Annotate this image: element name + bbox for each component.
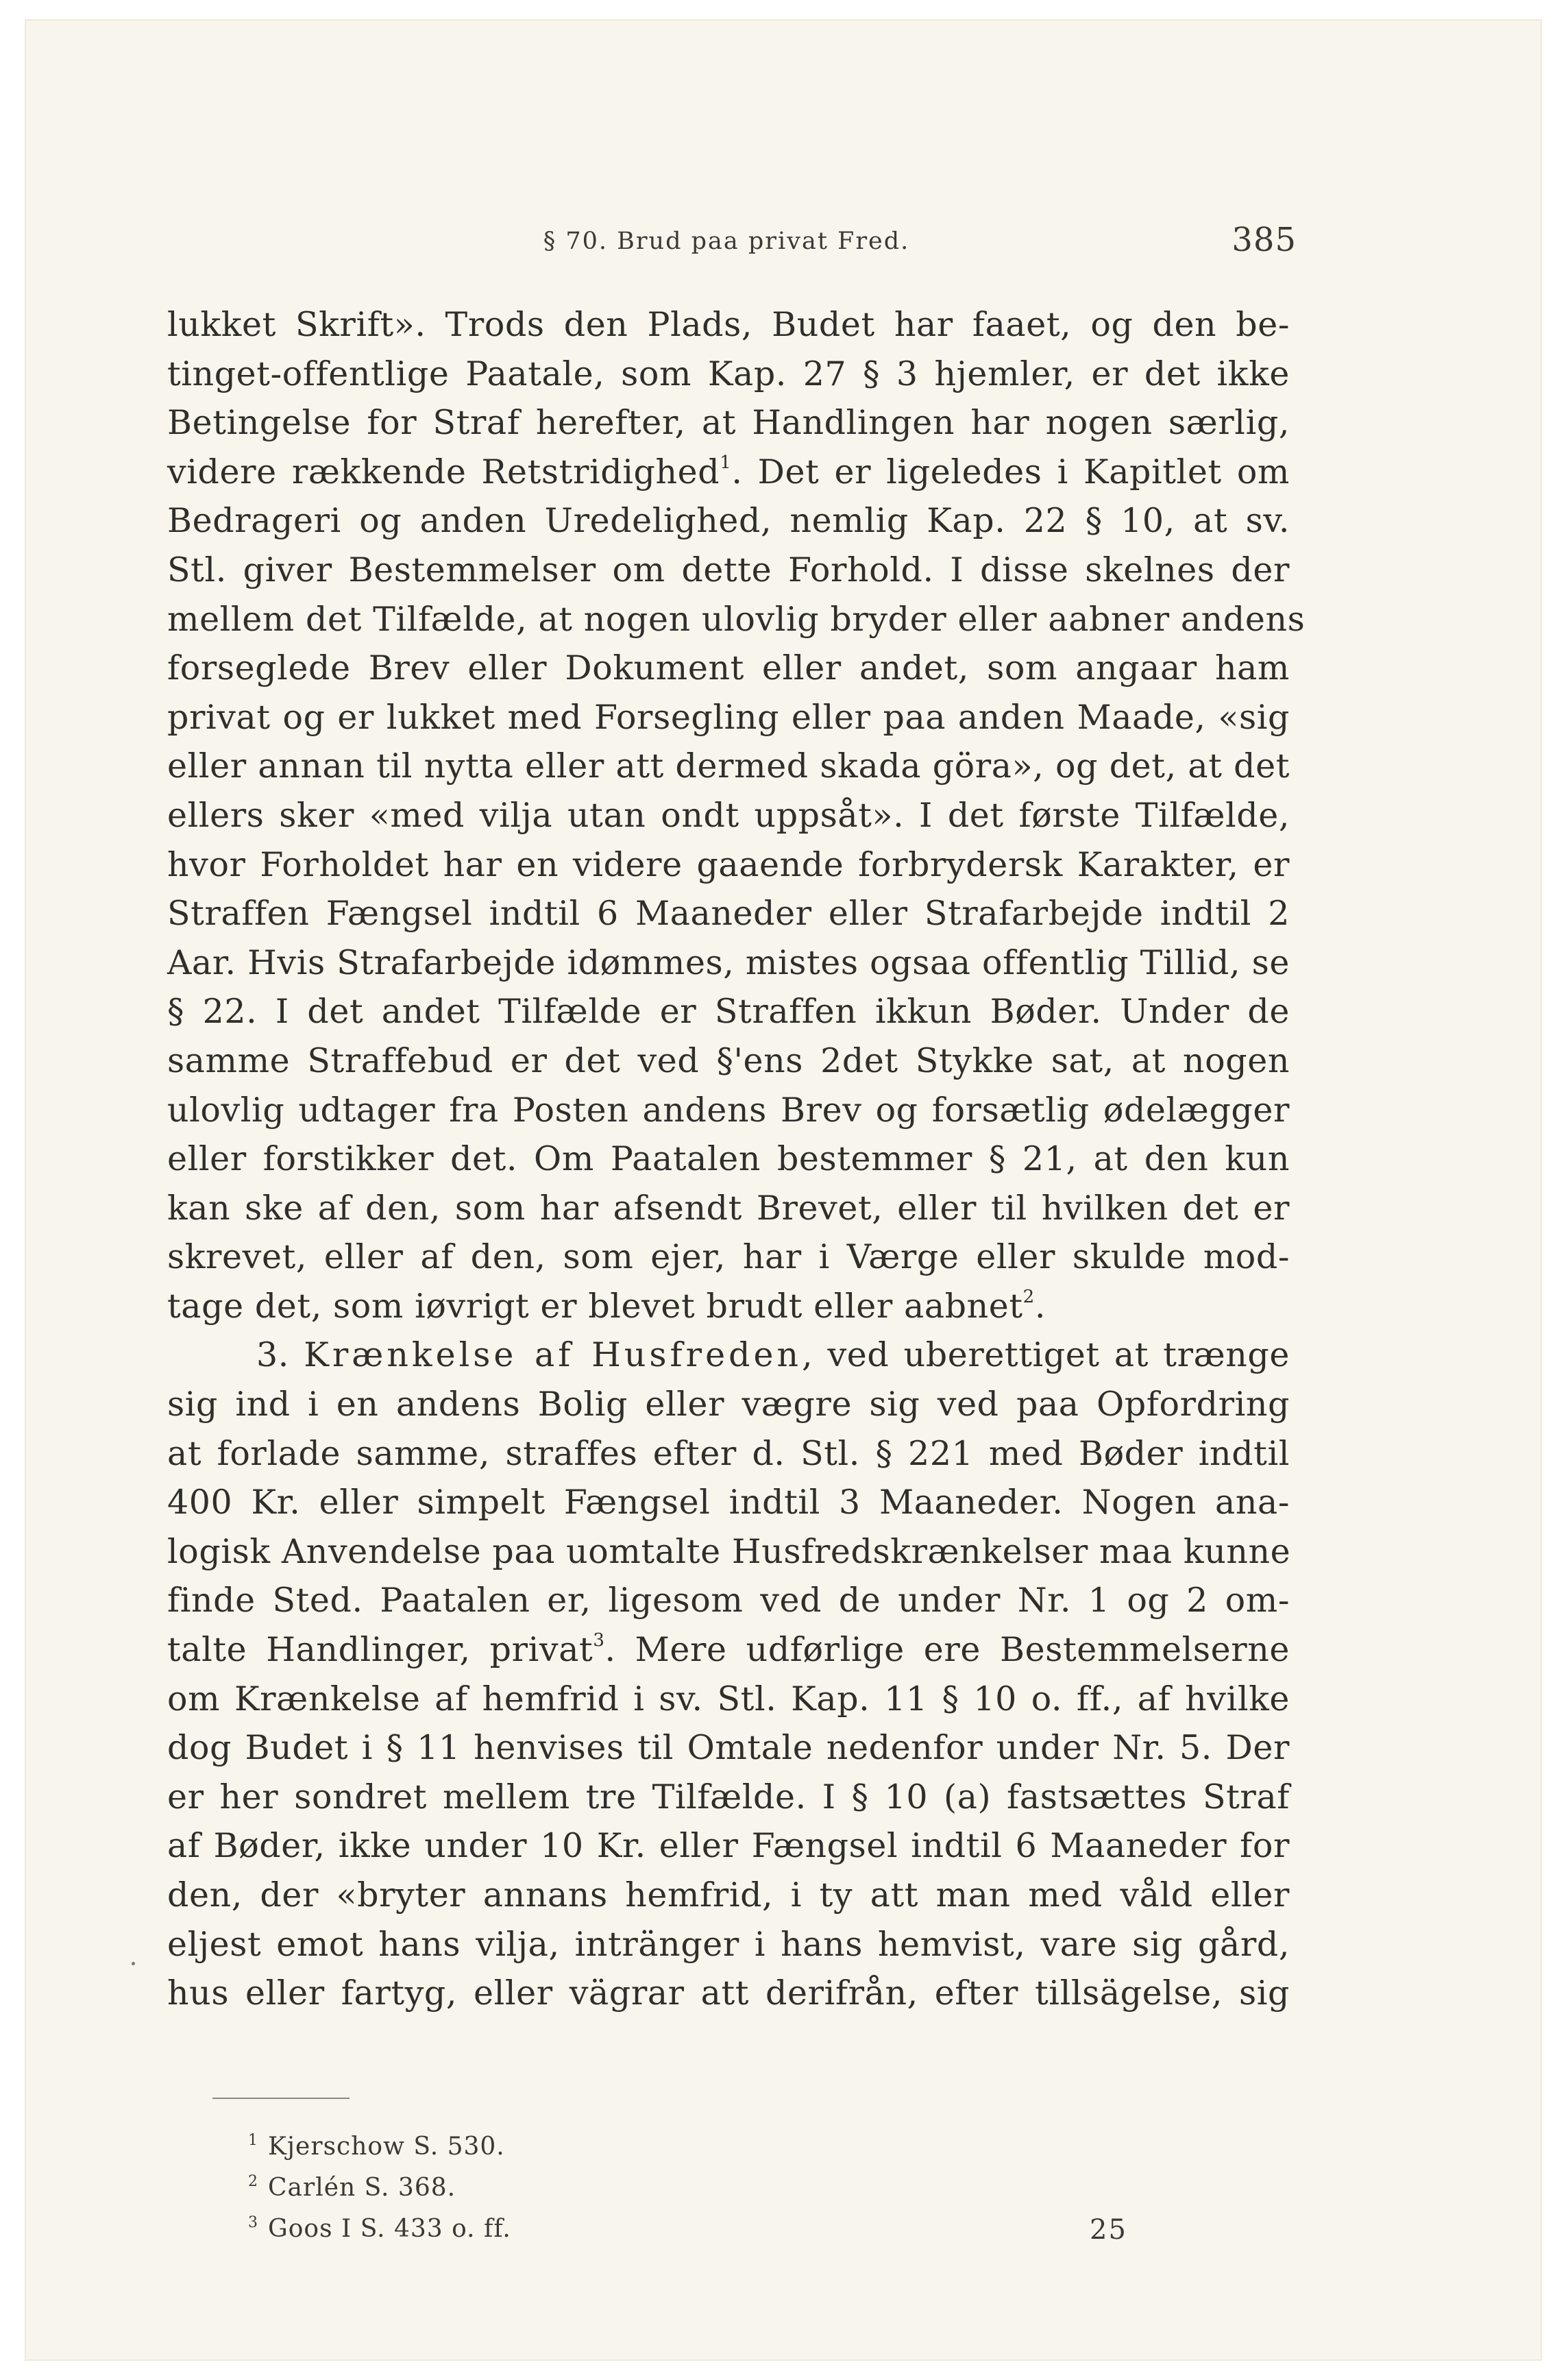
footnote-text: Goos I S. 433 o. ff. bbox=[268, 2215, 511, 2243]
text-line bbox=[167, 448, 1290, 497]
text-line: sig ind i en andens Bolig eller vægre sig ved paa Opfordring bbox=[167, 1385, 1290, 1424]
text-line: af Bøder, ikke under 10 Kr. eller Fængsel indtil 6 Maaneder for bbox=[167, 1826, 1290, 1866]
footnote-mark: 3 bbox=[248, 2214, 258, 2231]
text-line: tinget-offentlige Paatale, som Kap. 27 § 3 hjemler, er det ikke bbox=[167, 354, 1290, 393]
footnote-ref: 3 bbox=[593, 1630, 605, 1651]
text-line bbox=[167, 1331, 1290, 1380]
text-fragment: tage det, som iøvrigt er blevet brudt eller aabnet bbox=[167, 1286, 1023, 1326]
signature-mark: 25 bbox=[1090, 2214, 1127, 2246]
text-line: at forlade samme, straffes efter d. Stl. § 221 med Bøder indtil bbox=[167, 1433, 1290, 1473]
text-line: skrevet, eller af den, som ejer, har i Værge eller skulde mod- bbox=[167, 1237, 1290, 1277]
text-fragment: , ved uberettiget at trænge bbox=[802, 1335, 1290, 1375]
footnote-text: Kjerschow S. 530. bbox=[268, 2133, 505, 2161]
text-line: privat og er lukket med Forsegling eller paa anden Maade, «sig bbox=[167, 697, 1290, 737]
text-line: § 22. I det andet Tilfælde er Straffen ikkun Bøder. Under de bbox=[167, 992, 1290, 1032]
text-line: Straffen Fængsel indtil 6 Maaneder eller Strafarbejde indtil 2 bbox=[167, 894, 1290, 934]
footnote-text: Carlén S. 368. bbox=[268, 2174, 456, 2202]
text-line: logisk Anvendelse paa uomtalte Husfredskrænkelser maa kunne bbox=[167, 1531, 1291, 1571]
text-line: samme Straffebud er det ved §'ens 2det Stykke sat, at nogen bbox=[167, 1041, 1290, 1080]
running-title: § 70. Brud paa privat Fred. bbox=[543, 228, 910, 255]
text-line: Betingelse for Straf herefter, at Handlingen har nogen særlig, bbox=[167, 403, 1290, 443]
text-line: ellers sker «med vilja utan ondt uppsåt». I det første Tilfælde, bbox=[167, 795, 1290, 835]
section-heading: Krænkelse af Husfreden bbox=[304, 1335, 803, 1375]
text-line: den, der «bryter annans hemfrid, i ty att man med våld eller bbox=[167, 1875, 1290, 1915]
text-line: kan ske af den, som har afsendt Brevet, eller til hvilken det er bbox=[167, 1188, 1290, 1228]
text-line: Aar. Hvis Strafarbejde idømmes, mistes ogsaa offentlig Tillid, se bbox=[167, 943, 1290, 982]
text-line bbox=[167, 1625, 1290, 1675]
footnote bbox=[248, 2209, 511, 2250]
page-number: 385 bbox=[1232, 221, 1297, 259]
text-fragment: talte Handlinger, privat bbox=[167, 1630, 593, 1670]
running-head bbox=[164, 221, 1297, 276]
text-line: 400 Kr. eller simpelt Fængsel indtil 3 Maaneder. Nogen ana- bbox=[167, 1483, 1290, 1522]
text-line: eljest emot hans vilja, intränger i hans hemvist, vare sig gård, bbox=[167, 1924, 1290, 1964]
text-line bbox=[167, 1282, 1290, 1331]
body-text bbox=[167, 300, 1306, 2018]
text-fragment: . Det er ligeledes i Kapitlet om bbox=[731, 452, 1290, 491]
text-line: eller forstikker det. Om Paatalen bestemmer § 21, at den kun bbox=[167, 1139, 1290, 1179]
text-line: om Krænkelse af hemfrid i sv. Stl. Kap. 11 § 10 o. ff., af hvilke bbox=[167, 1679, 1290, 1719]
text-line: hvor Forholdet har en videre gaaende forbrydersk Karakter, er bbox=[167, 845, 1290, 884]
text-fragment: . bbox=[1034, 1286, 1046, 1326]
footnote-ref: 2 bbox=[1022, 1286, 1035, 1307]
text-line: eller annan til nytta eller att dermed skada göra», og det, at det bbox=[167, 746, 1290, 786]
footnote bbox=[248, 2168, 511, 2209]
text-line: dog Budet i § 11 henvises til Omtale nedenfor under Nr. 5. Der bbox=[167, 1728, 1290, 1768]
section-number: 3. bbox=[256, 1335, 289, 1375]
text-line: Stl. giver Bestemmelser om dette Forhold. I disse skelnes der bbox=[167, 550, 1290, 590]
text-line: lukket Skrift». Trods den Plads, Budet har faaet, og den be- bbox=[167, 305, 1290, 344]
text-line: finde Sted. Paatalen er, ligesom ved de under Nr. 1 og 2 om- bbox=[167, 1581, 1290, 1620]
footnote-rule bbox=[212, 2098, 350, 2099]
text-line: er her sondret mellem tre Tilfælde. I § 10 (a) fastsættes Straf bbox=[167, 1777, 1290, 1817]
footnote-mark: 2 bbox=[248, 2173, 258, 2190]
text-line: forseglede Brev eller Dokument eller andet, som angaar ham bbox=[167, 648, 1290, 688]
text-line: Bedrageri og anden Uredelighed, nemlig Kap. 22 § 10, at sv. bbox=[167, 501, 1290, 541]
text-line: mellem det Tilfælde, at nogen ulovlig bryder eller aabner andens bbox=[167, 599, 1306, 639]
text-line: ulovlig udtager fra Posten andens Brev og forsætlig ødelægger bbox=[167, 1090, 1290, 1130]
footnotes bbox=[248, 2126, 511, 2250]
footnote-mark: 1 bbox=[248, 2132, 258, 2149]
text-line: hus eller fartyg, eller vägrar att derifrån, efter tillsägelse, sig bbox=[167, 1974, 1290, 2013]
text-fragment: videre rækkende Retstridighed bbox=[167, 452, 720, 491]
footnote-ref: 1 bbox=[720, 452, 732, 473]
text-fragment: . Mere udførlige ere Bestemmelserne bbox=[604, 1630, 1290, 1670]
paper-speck bbox=[132, 1962, 135, 1965]
footnote bbox=[248, 2126, 511, 2168]
